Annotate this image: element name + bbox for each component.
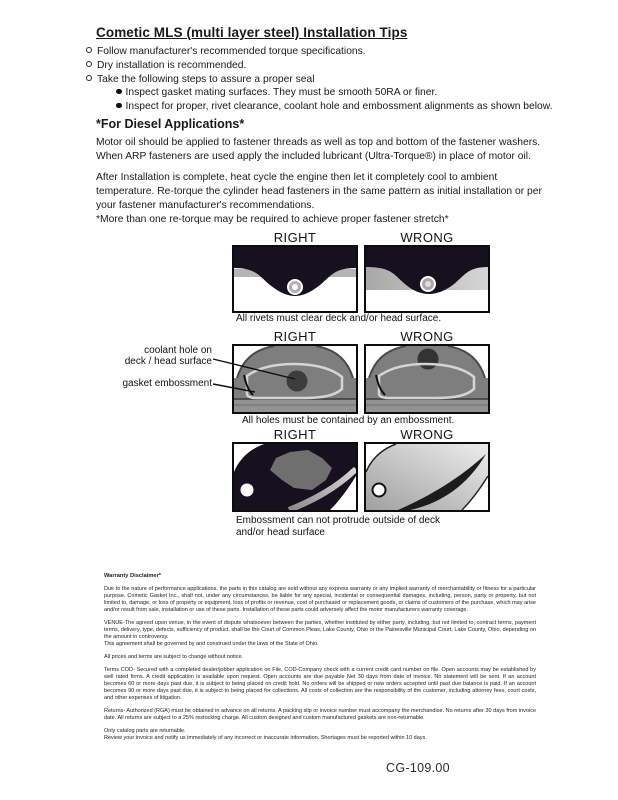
right-label-3: RIGHT [273, 427, 317, 442]
page-code: CG-109.00 [386, 761, 450, 775]
rivet-right-panel [232, 245, 358, 313]
rivet-caption: All rivets must clear deck and/or head surface. [236, 313, 442, 324]
gasket-embossment-label: gasket embossment [122, 378, 212, 389]
list-item-text: Inspect for proper, rivet clearance, coolant hole and embossment alignments as shown below. [125, 101, 553, 113]
filled-bullet-icon [116, 89, 122, 95]
wrong-label-2: WRONG [400, 329, 454, 344]
disclaimer-paragraph: Returns- Authorized (RGA) must be obtained in advance on all returns. A packing slip or invoice number must accompany the merchandise. No returns after 30 days from invoice date. All returns are subject to a 25% restocking charge. All custom designed and custom manufactured gaskets are non-returnable. [104, 708, 536, 721]
coolant-hole-wrong-diagram [366, 346, 488, 412]
wrong-label-3: WRONG [400, 427, 454, 442]
diesel-section-heading: *For Diesel Applications* [96, 117, 245, 131]
leader-lines [205, 342, 315, 402]
disclaimer-paragraph: Terms COD- Secured with a completed dealer/jobber application on File, COD-Company check with a current credit card number on file. Open accounts may be established by well rated firms. A credit application is available upon request. Open accounts are due payable Net 30 days from date of invoice. No statement will be sent. If an account becomes 60 or more days past due, it is subject to being placed on credit hold. No orders will be shipped or new orders accepted until past due balance is paid. If an account becomes 90 or more days past due, it is subject to being placed for collections. All costs of collection are the responsibility of the customer, including attorney fees, court costs, and other expenses of litigation. [104, 667, 536, 701]
embossment-wrong-panel [364, 442, 490, 512]
embossment-wrong-diagram [366, 444, 488, 510]
coolant-hole-label-line1: coolant hole on [144, 345, 212, 356]
embossment-caption-line1: Embossment can not protrude outside of deck [236, 515, 441, 526]
list-item-text: Dry installation is recommended. [97, 59, 247, 71]
diesel-paragraph-1: Motor oil should be applied to fastener threads as well as top and bottom of the fastener washers. When ARP fasteners are used apply the included lubricant (Ultra-Torque®) in place of motor oil. [96, 137, 541, 162]
disclaimer-paragraph: VENUE-The agreed upon venue, in the event of dispute whatsoever between the parties, whether instituted by either party, including, but not limited to, contract terms, payment terms, delivery, type, defects, sufficiency of product, shall be the Court of Common Pleas, Lake County, Ohio or the Painesville Municipal Court, Lake County, Ohio, depending on the amount in controversy. [104, 620, 536, 640]
rivet-clearance-right-diagram [234, 247, 356, 311]
diagram-2-side-labels [60, 345, 212, 389]
list-item [116, 86, 553, 100]
embossment-right-panel [232, 442, 358, 512]
disclaimer-paragraph: This agreement shall be governed by and construed under the laws of the State of Ohio. [104, 641, 319, 647]
embossment-right-diagram [234, 444, 356, 510]
diesel-paragraph-2: After Installation is complete, heat cycle the engine then let it completely cool to ambient temperature. Re-torque the cylinder head fasteners in the same pattern as initial installation or per your fastener manufacturer's recommendations. [96, 172, 542, 211]
embossment-caption-line2: and/or head surface [236, 527, 325, 538]
list-item [86, 59, 553, 73]
open-bullet-icon [86, 75, 92, 81]
list-item-text: Inspect gasket mating surfaces. They must be smooth 50RA or finer. [125, 87, 438, 99]
retorque-note: *More than one re-torque may be required to achieve proper fastener stretch* [96, 214, 449, 225]
coolant-hole-label-line2: deck / head surface [124, 356, 212, 367]
spacer [60, 367, 212, 378]
list-item-text: Follow manufacturer's recommended torque specifications. [97, 46, 366, 57]
open-bullet-icon [86, 47, 92, 53]
page-title: Cometic MLS (multi layer steel) Installation Tips [96, 25, 408, 40]
rivet-clearance-wrong-diagram [366, 247, 488, 311]
embossment-caption [236, 515, 440, 539]
right-label-1: RIGHT [273, 230, 317, 245]
holes-wrong-panel [364, 344, 490, 414]
disclaimer-paragraph: Only catalog parts are returnable. [104, 728, 186, 734]
open-bullet-icon [86, 61, 92, 67]
disclaimer-heading: Warranty Disclaimer* [104, 573, 162, 579]
list-item-text: Take the following steps to assure a proper seal [97, 73, 315, 85]
disclaimer-paragraph: Review your invoice and notify us immediately of any incorrect or inaccurate information. Shortages must be reported within 10 days. [104, 735, 427, 741]
right-label-2: RIGHT [273, 329, 317, 344]
list-item [86, 45, 553, 59]
warranty-disclaimer [104, 573, 536, 748]
disclaimer-paragraph: All prices and terms are subject to change without notice. [104, 654, 244, 660]
list-item [116, 100, 553, 114]
filled-bullet-icon [116, 103, 122, 109]
disclaimer-paragraph: Due to the nature of performance applications, the parts in this catalog are sold without any express warranty or any implied warranty of merchantability or fitness for a particular purpose. Cometic Gasket Inc., shall not, under any circumstances, be liable for any special, incidental or consequential damages, including, person, party or property, but not limited to, damage, or loss of property or equipment, loss of profits or revenue, cost of purchased or replacement goods, or claims of customers of the purchase, which may arise and/or result from sale, installation or use of these parts. Installation of these parts could adversely affect the motor manufacturers warranty coverage. [104, 586, 536, 613]
rivet-wrong-panel [364, 245, 490, 313]
holes-caption: All holes must be contained by an embossment. [242, 415, 455, 426]
installation-tips-list [86, 45, 553, 114]
list-item [86, 73, 553, 87]
wrong-label-1: WRONG [400, 230, 454, 245]
